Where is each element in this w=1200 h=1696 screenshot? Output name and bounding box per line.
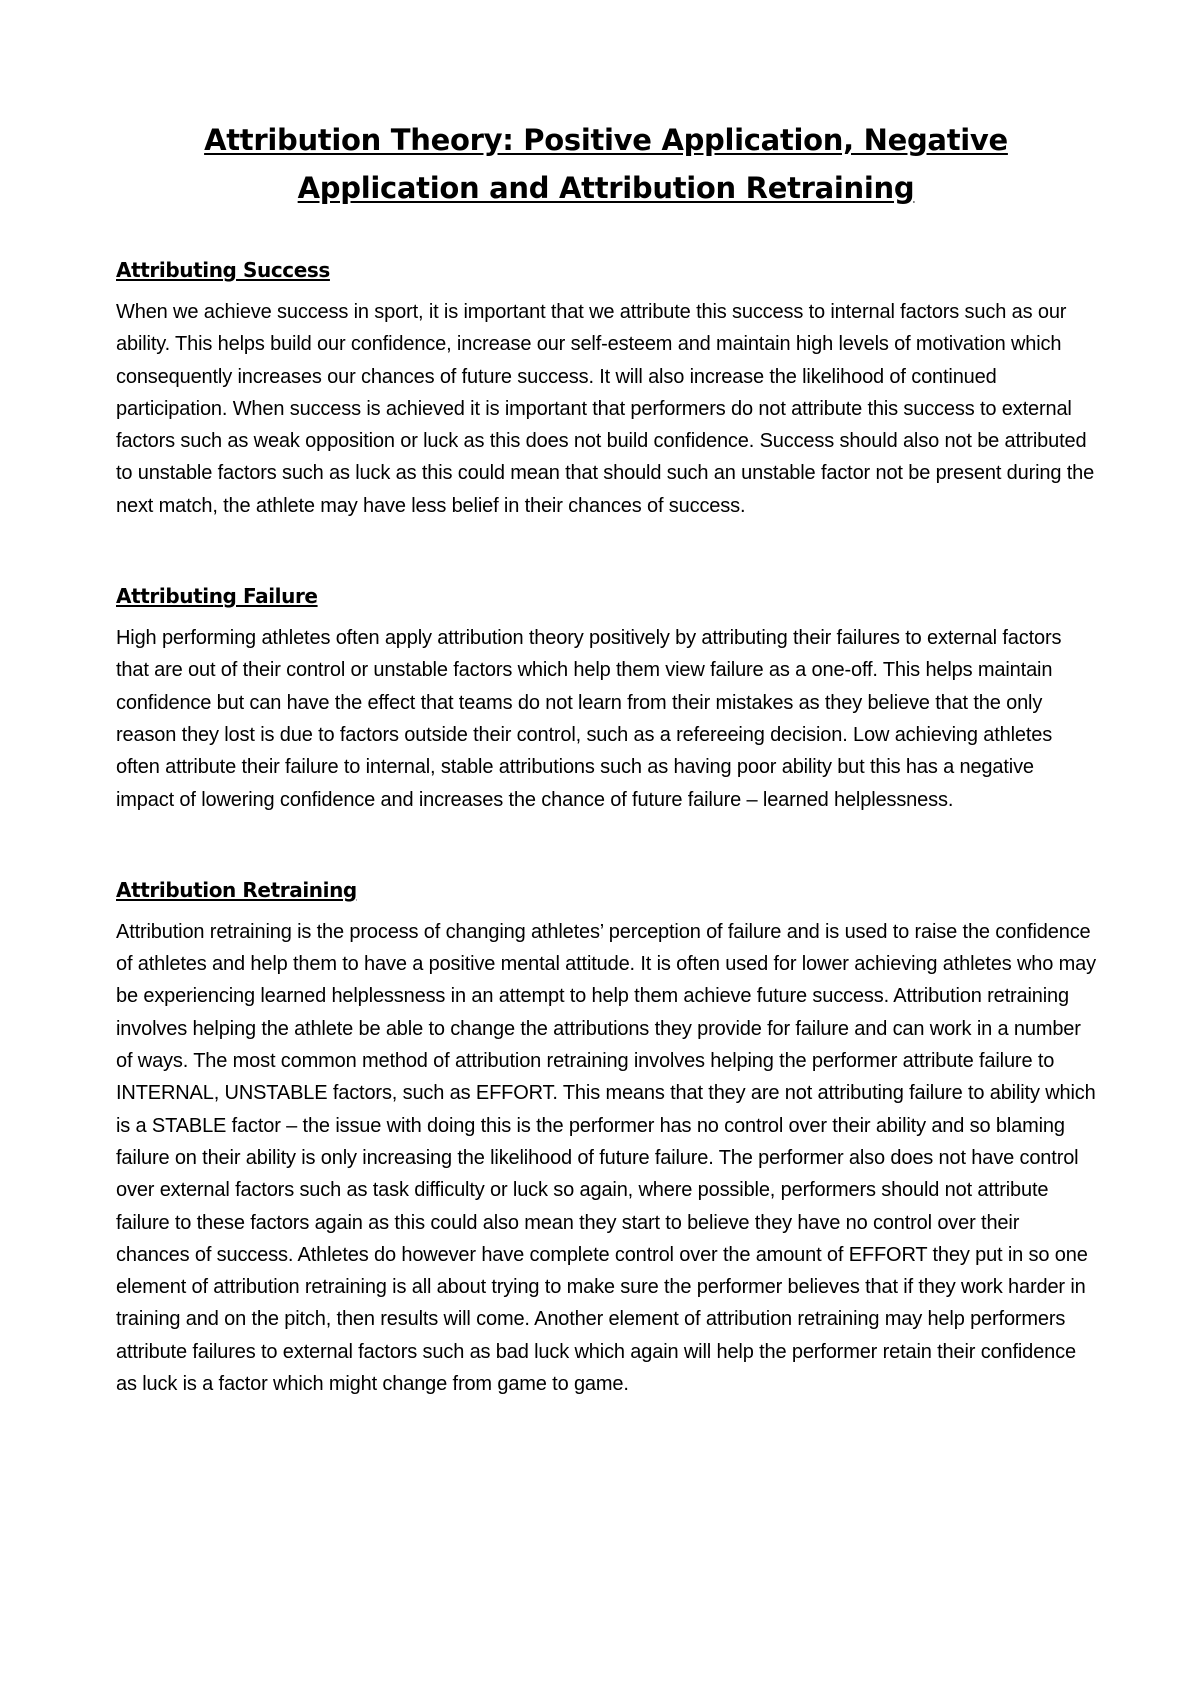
section-heading-attributing-success: Attributing Success [116, 258, 330, 282]
document-title: Attribution Theory: Positive Application, Negative Application and Attribution Retraining [204, 123, 1008, 205]
section-body-attributing-failure: High performing athletes often apply attribution theory positively by attributing their failures to external factors that are out of their control or unstable factors which help them view failure as a one-off. This helps maintain confidence but can have the effect that teams do not learn from their mistakes as they believe that the only reason they lost is due to factors outside their control, such as a refereeing decision. Low achieving athletes often attribute their failure to internal, stable attributions such as having poor ability but this has a negative impact of lowering confidence and increases the chance of future failure – learned helplessness. [116, 627, 1062, 811]
section-heading-attribution-retraining: Attribution Retraining [116, 877, 357, 902]
document-content [116, 116, 1096, 1400]
section-attributing-success [116, 256, 1096, 522]
section-heading-attributing-failure: Attributing Failure [116, 584, 318, 609]
section-body-attributing-success: When we achieve success in sport, it is important that we attribute this success to internal factors such as our ability. This helps build our confidence, increase our self-esteem and maintain high levels of motivation which consequently increases our chances of future success. It will also increase the likelihood of continued participation. When success is achieved it is important that performers do not attribute this success to external factors such as weak opposition or luck as this does not build confidence. Success should also not be attributed to unstable factors such as luck as this could mean that should such an unstable factor not be present during the next match, the athlete may have less belief in their chances of success. [116, 301, 1095, 517]
section-attribution-retraining [116, 876, 1096, 1400]
section-body-attribution-retraining: Attribution retraining is the process of changing athletes’ perception of failure and is used to raise the confidence of athletes and help them to have a positive mental attitude. It is often used for lower achieving athletes who may be experiencing learned helplessness in an attempt to help them achieve future success. Attribution retraining involves helping the athlete be able to change the attributions they provide for failure and can work in a number of ways. The most common method of attribution retraining involves helping the performer attribute failure to INTERNAL, UNSTABLE factors, such as EFFORT. This means that they are not attributing failure to ability which is a STABLE factor – the issue with doing this is the performer has no control over their ability and so blaming failure on their ability is only increasing the likelihood of future failure. The performer also does not have control over external factors such as task difficulty or luck so again, where possible, performers should not attribute failure to these factors again as this could also mean they start to believe they have no control over their chances of success. Athletes do however have complete control over the amount of EFFORT they put in so one element of attribution retraining is all about trying to make sure the performer believes that if they work harder in training and on the pitch, then results will come. Another element of attribution retraining may help performers attribute failures to external factors such as bad luck which again will help the performer retain their confidence as luck is a factor which might change from game to game. [116, 920, 1096, 1396]
section-attributing-failure [116, 582, 1096, 816]
